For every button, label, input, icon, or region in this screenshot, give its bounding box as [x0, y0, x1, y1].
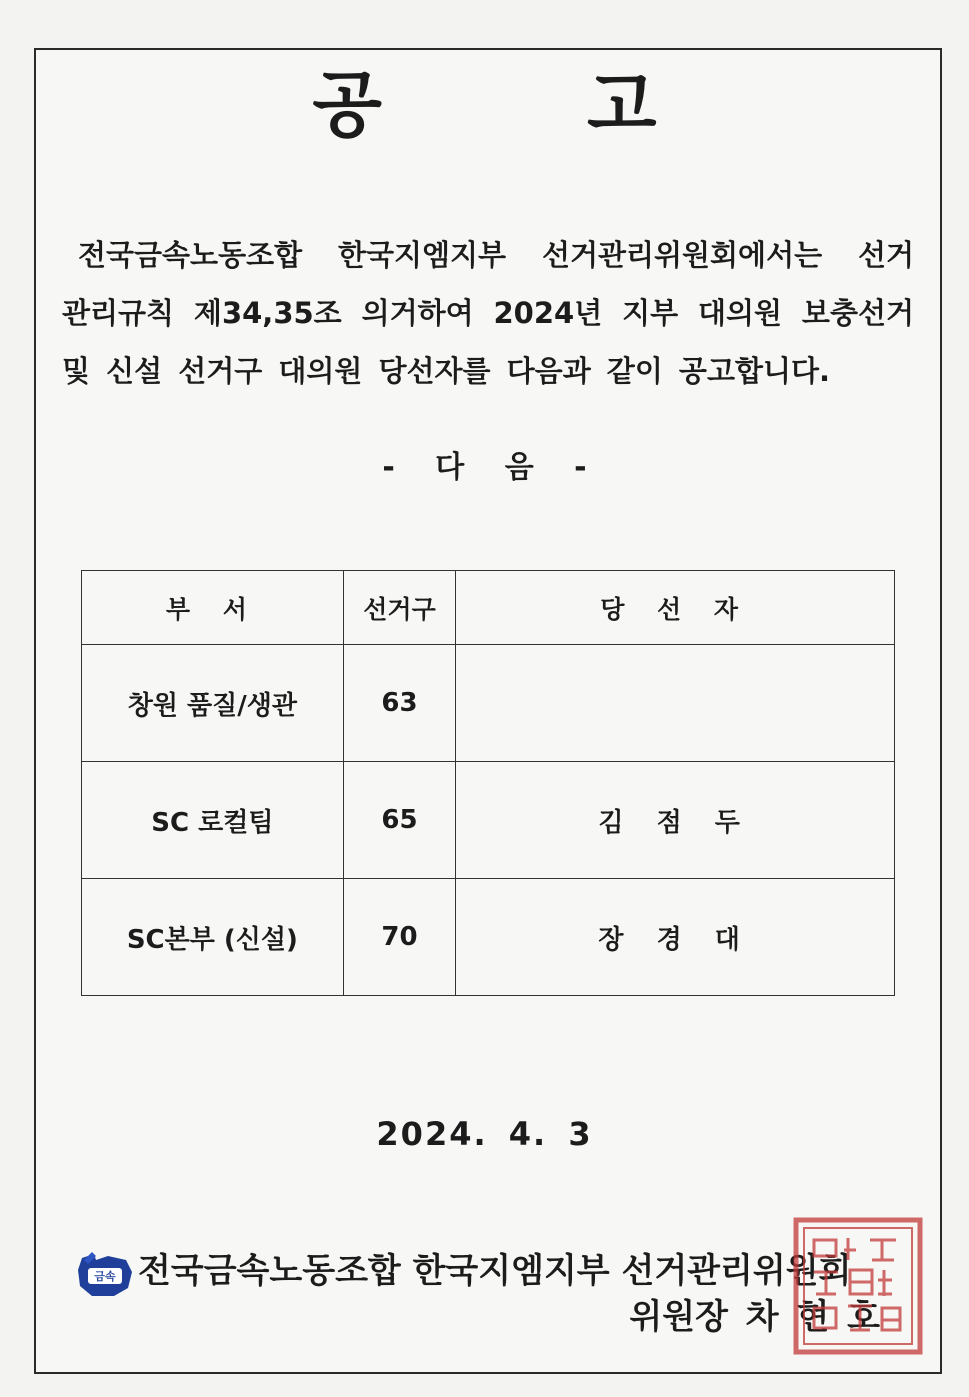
svg-text:금속: 금속 — [94, 1270, 116, 1283]
table-row — [82, 645, 895, 762]
table-header-row — [82, 571, 895, 645]
header-department: 부 서 — [82, 571, 344, 645]
results-table — [81, 570, 895, 996]
cell-department: SC 로컬팀 — [82, 762, 344, 879]
official-seal-icon — [792, 1216, 924, 1356]
cell-district: 65 — [343, 762, 456, 879]
table-row — [82, 762, 895, 879]
cell-district: 70 — [343, 879, 456, 996]
cell-department: SC본부 (신설) — [82, 879, 344, 996]
header-winner: 당 선 자 — [456, 571, 895, 645]
chairperson-name: 위원장 차 현 호 — [629, 1297, 880, 1337]
union-logo-icon — [74, 1250, 136, 1300]
notice-body — [62, 226, 914, 400]
notice-body-line-1: 전국금속노동조합 한국지엠지부 선거관리위원회에서는 선거 — [78, 238, 914, 272]
notice-body-line-2: 관리규칙 제34,35조 의거하여 2024년 지부 대의원 보충선거 — [62, 296, 914, 330]
section-heading: - 다 음 - — [382, 450, 587, 485]
organization-name: 전국금속노동조합 한국지엠지부 선거관리위원회 — [138, 1251, 852, 1291]
cell-winner: 장 경 대 — [456, 879, 895, 996]
cell-district: 63 — [343, 645, 456, 762]
table-row — [82, 879, 895, 996]
cell-winner — [456, 645, 895, 762]
notice-title: 공 고 — [312, 63, 747, 147]
notice-date: 2024. 4. 3 — [376, 1115, 593, 1153]
notice-body-line-3: 및 신설 선거구 대의원 당선자를 다음과 같이 공고합니다. — [62, 354, 831, 388]
cell-department: 창원 품질/생관 — [82, 645, 344, 762]
header-district: 선거구 — [343, 571, 456, 645]
cell-winner: 김 점 두 — [456, 762, 895, 879]
